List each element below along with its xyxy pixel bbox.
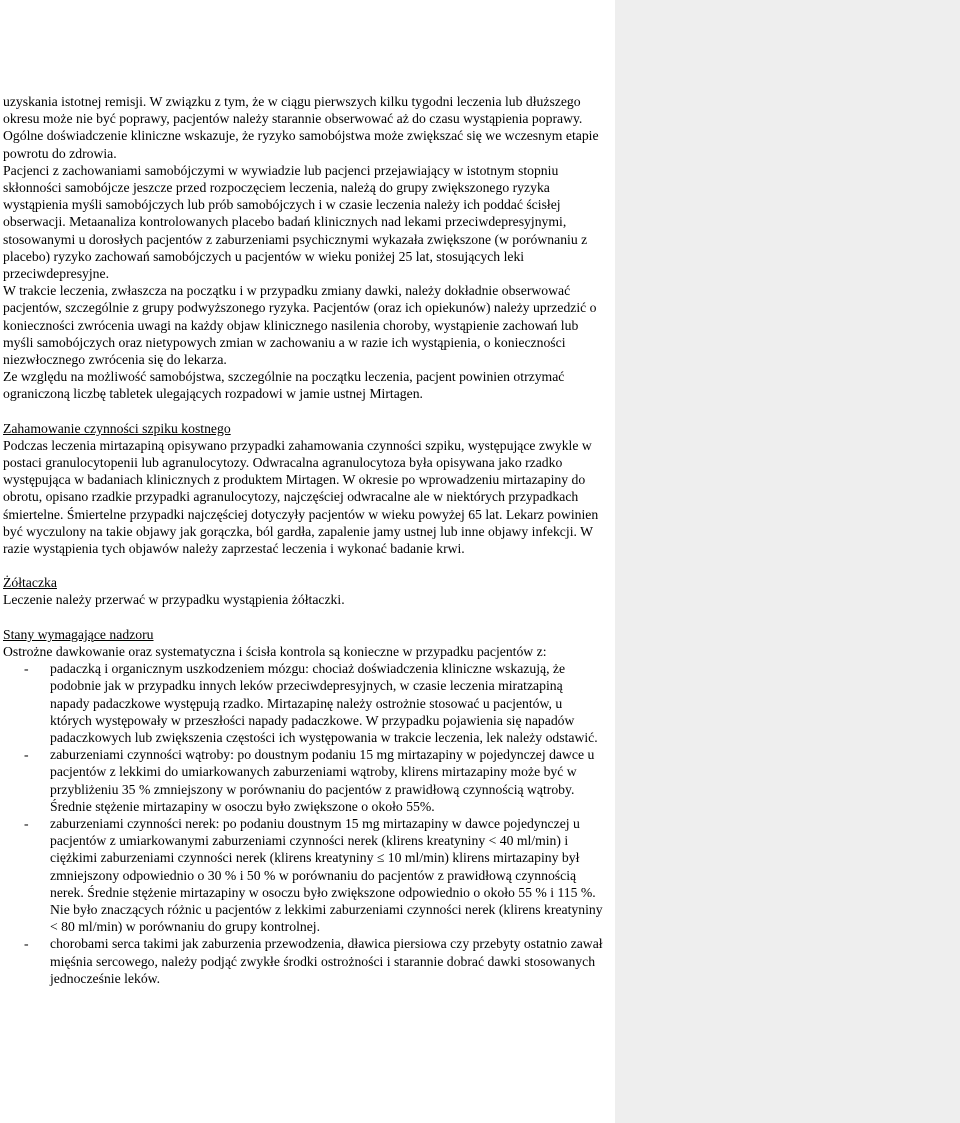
list-item-text: chorobami serca takimi jak zaburzenia przewodzenia, dławica piersiowa czy przebyty ostatnio zawał mięśnia sercowego, należy podjąć zwykłe środki ostrożności i starannie dobrać dawki stosowanych jednocześnie leków. [50, 936, 603, 986]
document-page [3, 93, 605, 987]
conditions-list [3, 660, 605, 987]
section-heading-supervision: Stany wymagające nadzoru [3, 626, 154, 642]
dash-bullet: - [24, 661, 29, 677]
paragraph: Podczas leczenia mirtazapiną opisywano przypadki zahamowania czynności szpiku, występujące zwykle w postaci granulocytopenii lub agranulocytozy. Odwracalna agranulocytoza była opisywana jako rzadko występująca w badaniach klinicznych z produktem Mirtagen. W okresie po wprowadzeniu mirtazapiny do obrotu, opisano rzadkie przypadki agranulocytozy, najczęściej odwracalne ale w niektórych przypadkach śmiertelne. Śmiertelne przypadki najczęściej dotyczyły pacjentów w wieku powyżej 65 lat. Lekarz powinien być wyczulony na takie objawy jak gorączka, ból gardła, zapalenie jamy ustnej lub inne objawy infekcji. W razie wystąpienia tych objawów należy zaprzestać leczenia i wykonać badanie krwi. [3, 437, 599, 557]
section-heading-bone-marrow: Zahamowanie czynności szpiku kostnego [3, 420, 231, 436]
list-item [3, 660, 605, 746]
section-heading-jaundice: Żółtaczka [3, 575, 57, 591]
paragraph: W trakcie leczenia, zwłaszcza na początku i w przypadku zmiany dawki, należy dokładnie obserwować pacjentów, szczególnie z grupy podwyższonego ryzyka. Pacjentów (oraz ich opiekunów) należy uprzedzić o konieczności zwrócenia uwagi na każdy objaw klinicznego nasilenia choroby, wystąpienie zachowań lub myśli samobójczych oraz nietypowych zmian w zachowaniu a w razie ich wystąpienia, o konieczności niezwłocznego zwrócenia się do lekarza. [3, 283, 597, 368]
list-item [3, 746, 605, 815]
paragraph: Pacjenci z zachowaniami samobójczymi w wywiadzie lub pacjenci przejawiający w istotnym stopniu skłonności samobójcze jeszcze przed rozpoczęciem leczenia, należą do grupy zwiększonego ryzyka wystąpienia myśli samobójczych lub prób samobójczych i w czasie leczenia należy ich poddać ścisłej obserwacji. Metaanaliza kontrolowanych placebo badań klinicznych nad lekami przeciwdepresyjnymi, stosowanymi u dorosłych pacjentów z zaburzeniami psychicznymi wykazała zwiększone (w porównaniu z placebo) ryzyko zachowań samobójczych u pacjentów w wieku poniżej 25 lat, stosujących leki przeciwdepresyjne. [3, 162, 588, 282]
dash-bullet: - [24, 936, 29, 952]
dash-bullet: - [24, 747, 29, 763]
list-item [3, 935, 605, 987]
list-item-text: padaczką i organicznym uszkodzeniem mózgu: chociaż doświadczenia kliniczne wskazują, że podobnie jak w przypadku innych leków przeciwdepresyjnych, w czasie leczenia miratzapiną napady padaczkowe występują rzadko. Mirtazapinę należy ostrożnie stosować u pacjentów, u których występowały w przeszłości napady padaczkowe. W przypadku pojawienia się napadów padaczkowych lub zwiększenia częstości ich występowania w trakcie leczenia, lek należy odstawić. [50, 661, 598, 745]
list-item-text: zaburzeniami czynności wątroby: po doustnym podaniu 15 mg mirtazapiny w pojedynczej dawce u pacjentów z lekkimi do umiarkowanych zaburzeniami wątroby, klirens mirtazapiny może być w przybliżeniu 35 % zmniejszony w porównaniu do pacjentów z prawidłową czynnością wątroby. Średnie stężenie mirtazapiny w osoczu było zwiększone o około 55%. [50, 747, 595, 814]
paragraph: uzyskania istotnej remisji. W związku z tym, że w ciągu pierwszych kilku tygodni leczenia lub dłuższego okresu może nie być poprawy, pacjentów należy starannie obserwować aż do czasu wystąpienia poprawy. Ogólne doświadczenie kliniczne wskazuje, że ryzyko samobójstwa może zwiększać się we wczesnym etapie powrotu do zdrowia. [3, 94, 599, 161]
paragraph: Ze względu na możliwość samobójstwa, szczególnie na początku leczenia, pacjent powinien otrzymać ograniczoną liczbę tabletek ulegających rozpadowi w jamie ustnej Mirtagen. [3, 369, 565, 402]
paragraph: Ostrożne dawkowanie oraz systematyczna i ścisła kontrola są konieczne w przypadku pacjentów z: [3, 643, 547, 659]
list-item [3, 815, 605, 935]
paragraph: Leczenie należy przerwać w przypadku wystąpienia żółtaczki. [3, 592, 345, 608]
dash-bullet: - [24, 815, 29, 831]
list-item-text: zaburzeniami czynności nerek: po podaniu doustnym 15 mg mirtazapiny w dawce pojedynczej u pacjentów z umiarkowanymi zaburzeniami czynności nerek (klirens kreatyniny < 40 ml/min) i ciężkimi zaburzeniami czynności nerek (klirens kreatyniny ≤ 10 ml/min) klirens mirtazapiny był zmniejszony odpowiednio o 30 % i 50 % w porównaniu do pacjentów z prawidłową czynnością nerek. Średnie stężenie mirtazapiny w osoczu było zwiększone odpowiednio o około 55 % i 115 %. Nie było znaczących różnic u pacjentów z lekkimi zaburzeniami czynności nerek (klirens kreatyniny < 80 ml/min) w porównaniu do grupy kontrolnej. [50, 815, 603, 935]
comment-margin-pane [615, 0, 960, 1123]
